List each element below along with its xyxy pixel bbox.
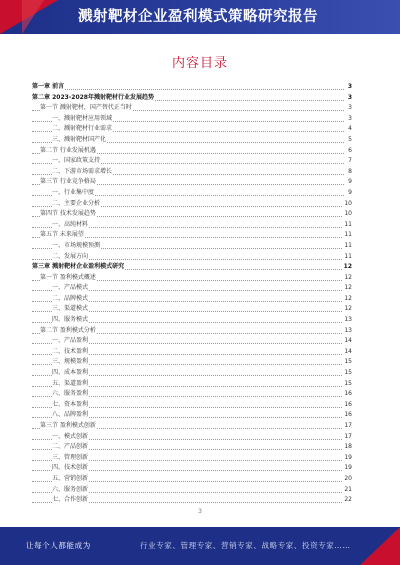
toc-entry[interactable] xyxy=(32,82,352,93)
table-of-contents xyxy=(32,82,352,506)
footer-banner xyxy=(0,527,400,565)
toc-entry[interactable] xyxy=(32,347,352,358)
toc-entry-title: 一、行业集中度 xyxy=(52,188,95,199)
toc-entry[interactable] xyxy=(32,389,352,400)
toc-entry[interactable] xyxy=(32,262,352,273)
toc-entry-title: 第一章 前言 xyxy=(32,82,65,93)
toc-entry-title: 第三节 盈利模式创新 xyxy=(40,421,97,432)
toc-entry-page: 17 xyxy=(343,432,352,443)
toc-entry[interactable] xyxy=(32,209,352,220)
toc-entry-title: 一、市场规模预测 xyxy=(52,241,101,252)
toc-entry[interactable] xyxy=(32,400,352,411)
toc-entry-title: 一、高纯材料 xyxy=(52,220,89,231)
toc-entry-page: 12 xyxy=(343,283,352,294)
toc-entry[interactable] xyxy=(32,252,352,263)
toc-entry-title: 六、服务盈利 xyxy=(52,389,89,400)
toc-entry-title: 二、发展方向 xyxy=(52,252,89,263)
toc-entry-page: 15 xyxy=(343,368,352,379)
toc-entry-title: 二、主要企业分析 xyxy=(52,199,101,210)
toc-entry[interactable] xyxy=(32,294,352,305)
footer-tagline: 行业专家、管理专家、营销专家、战略专家、投资专家…… xyxy=(140,541,351,550)
toc-entry-page: 12 xyxy=(343,294,352,305)
toc-entry-title: 四、技术创新 xyxy=(52,463,89,474)
toc-entry-page: 10 xyxy=(343,199,352,210)
toc-entry-page: 7 xyxy=(347,156,352,167)
toc-entry-title: 三、溅射靶材国产化 xyxy=(52,135,107,146)
header-red-accent-light xyxy=(22,0,44,34)
toc-entry[interactable] xyxy=(32,432,352,443)
page-number: 3 xyxy=(198,508,202,515)
toc-entry-page: 12 xyxy=(343,262,352,273)
toc-entry-page: 17 xyxy=(343,421,352,432)
toc-entry[interactable] xyxy=(32,410,352,421)
toc-entry-title: 第二节 盈利模式分析 xyxy=(40,326,97,337)
toc-entry[interactable] xyxy=(32,146,352,157)
toc-entry[interactable] xyxy=(32,273,352,284)
toc-entry[interactable] xyxy=(32,357,352,368)
toc-entry-page: 13 xyxy=(343,315,352,326)
toc-entry-page: 13 xyxy=(343,326,352,337)
report-header-banner xyxy=(0,0,400,34)
toc-entry-page: 14 xyxy=(343,347,352,358)
toc-entry-page: 18 xyxy=(343,442,352,453)
toc-entry-title: 七、合作创新 xyxy=(52,495,89,506)
footer-red-accent xyxy=(360,527,400,565)
toc-entry-page: 4 xyxy=(347,124,352,135)
footer-slogan: 让每个人都能成为 xyxy=(26,541,91,550)
toc-entry[interactable] xyxy=(32,167,352,178)
toc-entry-page: 19 xyxy=(343,463,352,474)
toc-entry-title: 八、品牌盈利 xyxy=(52,410,89,421)
toc-entry[interactable] xyxy=(32,463,352,474)
toc-entry-page: 11 xyxy=(343,252,352,263)
toc-entry-title: 二、产品创新 xyxy=(52,442,89,453)
toc-entry-title: 第四节 技术发展趋势 xyxy=(40,209,97,220)
toc-entry-title: 五、营销创新 xyxy=(52,474,89,485)
toc-entry-page: 3 xyxy=(347,82,352,93)
toc-entry-title: 二、品牌模式 xyxy=(52,294,89,305)
toc-entry-page: 22 xyxy=(343,495,352,506)
toc-entry[interactable] xyxy=(32,442,352,453)
report-title: 溅射靶材企业盈利模式策略研究报告 xyxy=(78,9,318,25)
toc-entry-page: 11 xyxy=(343,241,352,252)
toc-entry-title: 第三节 行业竞争格局 xyxy=(40,177,97,188)
toc-entry[interactable] xyxy=(32,453,352,464)
toc-entry-title: 三、规模盈利 xyxy=(52,357,89,368)
toc-entry-title: 四、服务模式 xyxy=(52,315,89,326)
toc-entry-page: 16 xyxy=(343,389,352,400)
toc-entry[interactable] xyxy=(32,304,352,315)
toc-entry-page: 16 xyxy=(343,400,352,411)
toc-entry-page: 15 xyxy=(343,379,352,390)
toc-entry[interactable] xyxy=(32,336,352,347)
toc-entry-page: 11 xyxy=(343,230,352,241)
toc-entry-title: 二、溅射靶材行业需求 xyxy=(52,124,113,135)
toc-entry-title: 第一节 溅射靶材，国产替代正当时 xyxy=(40,103,133,114)
toc-entry[interactable] xyxy=(32,495,352,506)
toc-entry-title: 一、产品盈利 xyxy=(52,336,89,347)
toc-entry-title: 第二节 行业发展机遇 xyxy=(40,146,97,157)
toc-leader-dots xyxy=(32,89,344,90)
toc-entry-title: 第二章 2023-2028年溅射靶材行业发展趋势 xyxy=(32,93,155,104)
toc-entry[interactable] xyxy=(32,199,352,210)
toc-entry-title: 四、成本盈利 xyxy=(52,368,89,379)
toc-entry-title: 七、资本盈利 xyxy=(52,400,89,411)
toc-entry-page: 15 xyxy=(343,357,352,368)
toc-entry[interactable] xyxy=(32,315,352,326)
toc-entry[interactable] xyxy=(32,135,352,146)
toc-entry-title: 第三章 溅射靶材企业盈利模式研究 xyxy=(32,262,125,273)
toc-entry-page: 14 xyxy=(343,336,352,347)
toc-entry-title: 第一节 盈利模式概述 xyxy=(40,273,97,284)
toc-heading: 内容目录 xyxy=(171,56,228,71)
toc-entry-page: 11 xyxy=(343,220,352,231)
toc-entry-page: 16 xyxy=(343,410,352,421)
toc-entry-title: 三、管理创新 xyxy=(52,453,89,464)
toc-entry-page: 3 xyxy=(347,103,352,114)
toc-entry[interactable] xyxy=(32,421,352,432)
toc-entry-title: 二、下游市场需求增长 xyxy=(52,167,113,178)
toc-entry-title: 三、渠道模式 xyxy=(52,304,89,315)
toc-entry[interactable] xyxy=(32,188,352,199)
toc-entry[interactable] xyxy=(32,379,352,390)
toc-entry-page: 3 xyxy=(347,114,352,125)
toc-entry-page: 5 xyxy=(347,135,352,146)
toc-entry[interactable] xyxy=(32,326,352,337)
toc-entry-page: 12 xyxy=(343,273,352,284)
toc-entry[interactable] xyxy=(32,103,352,114)
toc-entry-title: 六、服务创新 xyxy=(52,485,89,496)
toc-entry[interactable] xyxy=(32,124,352,135)
toc-entry-page: 8 xyxy=(347,167,352,178)
toc-entry[interactable] xyxy=(32,156,352,167)
toc-entry-title: 第五节 未来展望 xyxy=(40,230,85,241)
toc-entry-page: 9 xyxy=(347,188,352,199)
toc-entry[interactable] xyxy=(32,220,352,231)
toc-entry-title: 一、国家政策支持 xyxy=(52,156,101,167)
toc-entry-page: 19 xyxy=(343,453,352,464)
toc-entry[interactable] xyxy=(32,474,352,485)
toc-entry[interactable] xyxy=(32,283,352,294)
toc-entry-page: 10 xyxy=(343,209,352,220)
toc-entry-title: 一、模式创新 xyxy=(52,432,89,443)
toc-entry[interactable] xyxy=(32,230,352,241)
toc-entry[interactable] xyxy=(32,241,352,252)
toc-entry-page: 3 xyxy=(347,93,352,104)
toc-entry-title: 五、渠道盈利 xyxy=(52,379,89,390)
toc-entry-page: 12 xyxy=(343,304,352,315)
toc-entry-page: 21 xyxy=(343,485,352,496)
toc-entry-title: 二、技术盈利 xyxy=(52,347,89,358)
toc-entry[interactable] xyxy=(32,177,352,188)
toc-entry-page: 6 xyxy=(347,146,352,157)
toc-entry[interactable] xyxy=(32,93,352,104)
toc-entry[interactable] xyxy=(32,114,352,125)
toc-entry-page: 9 xyxy=(347,177,352,188)
toc-entry-title: 一、产品模式 xyxy=(52,283,89,294)
toc-entry[interactable] xyxy=(32,485,352,496)
toc-entry-title: 一、溅射靶材应用领域 xyxy=(52,114,113,125)
toc-entry[interactable] xyxy=(32,368,352,379)
toc-entry-page: 20 xyxy=(343,474,352,485)
